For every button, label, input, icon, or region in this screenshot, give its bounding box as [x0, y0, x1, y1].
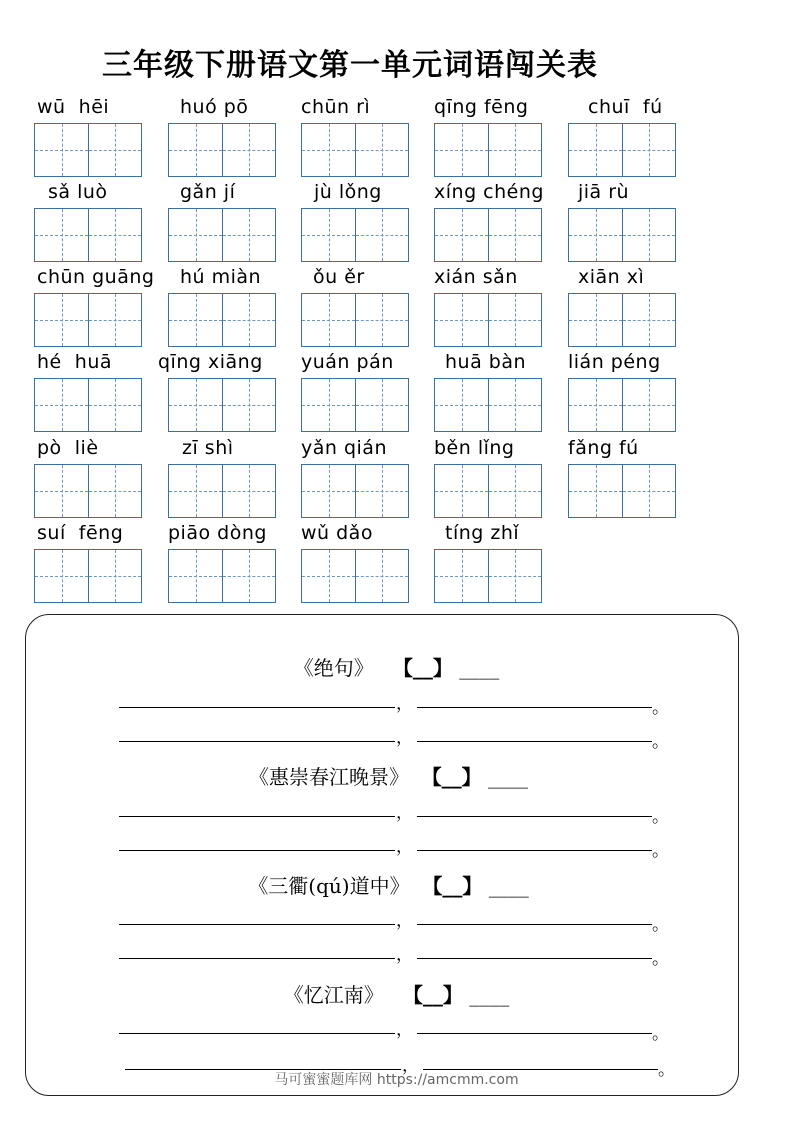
tianzige-box[interactable]: [35, 209, 88, 261]
tianzige-box[interactable]: [622, 209, 675, 261]
tianzige-box[interactable]: [35, 550, 88, 602]
answer-line-right[interactable]: [417, 741, 652, 742]
tianzige-box[interactable]: [488, 124, 541, 176]
tianzige-box[interactable]: [355, 550, 408, 602]
pinyin-label: qīng fēng: [434, 96, 529, 118]
tianzige-boxes: [434, 549, 542, 603]
tianzige-box[interactable]: [622, 294, 675, 346]
period: 。: [652, 949, 669, 969]
tianzige-box[interactable]: [355, 379, 408, 431]
tianzige-box[interactable]: [88, 294, 141, 346]
tianzige-box[interactable]: [435, 550, 488, 602]
tianzige-box[interactable]: [355, 209, 408, 261]
tianzige-boxes: [434, 123, 542, 177]
pinyin-label: chuī fú: [588, 96, 663, 118]
answer-line-right[interactable]: [417, 1033, 652, 1034]
tianzige-boxes: [301, 549, 409, 603]
tianzige-boxes: [168, 293, 276, 347]
tianzige-boxes: [168, 549, 276, 603]
answer-line-left[interactable]: [119, 741, 395, 742]
tianzige-boxes: [301, 464, 409, 518]
tianzige-box[interactable]: [302, 465, 355, 517]
poem-name: 《惠崇春江晚景》: [248, 765, 409, 789]
tianzige-box[interactable]: [435, 209, 488, 261]
answer-line-right[interactable]: [417, 816, 652, 817]
tianzige-box[interactable]: [302, 124, 355, 176]
tianzige-box[interactable]: [222, 465, 275, 517]
tianzige-box[interactable]: [622, 465, 675, 517]
tianzige-box[interactable]: [88, 550, 141, 602]
tianzige-box[interactable]: [169, 550, 222, 602]
tianzige-box[interactable]: [488, 465, 541, 517]
answer-line-left[interactable]: [119, 1033, 395, 1034]
comma: ，: [396, 837, 413, 857]
answer-line-left[interactable]: [119, 707, 395, 708]
pinyin-label: pò liè: [37, 437, 99, 459]
tianzige-boxes: [34, 208, 142, 262]
tianzige-box[interactable]: [569, 124, 622, 176]
poem-panel: [25, 614, 739, 1096]
author-bracket[interactable]: 【__】: [392, 656, 453, 680]
comma: ，: [396, 1020, 413, 1040]
tianzige-box[interactable]: [169, 124, 222, 176]
poem-title-3: [0, 870, 785, 899]
page-title: 三年级下册语文第一单元词语闯关表: [102, 48, 598, 83]
comma: ，: [396, 911, 413, 931]
tianzige-box[interactable]: [35, 294, 88, 346]
tianzige-box[interactable]: [488, 379, 541, 431]
tianzige-box[interactable]: [302, 294, 355, 346]
pinyin-label: ǒu ěr: [313, 266, 365, 288]
comma: ，: [396, 694, 413, 714]
tianzige-boxes: [34, 549, 142, 603]
tianzige-box[interactable]: [435, 124, 488, 176]
tianzige-box[interactable]: [488, 550, 541, 602]
period: 。: [652, 841, 669, 861]
tianzige-box[interactable]: [88, 465, 141, 517]
author-bracket[interactable]: 【__】: [402, 983, 463, 1007]
tianzige-box[interactable]: [488, 294, 541, 346]
pinyin-label: jiā rù: [578, 181, 630, 203]
tianzige-boxes: [568, 378, 676, 432]
period: 。: [652, 915, 669, 935]
tianzige-boxes: [34, 464, 142, 518]
tianzige-boxes: [301, 123, 409, 177]
tianzige-box[interactable]: [435, 379, 488, 431]
dynasty-blank[interactable]: ____: [488, 874, 529, 898]
pinyin-label: yǎn qián: [301, 437, 387, 459]
dynasty-blank[interactable]: ____: [488, 765, 529, 789]
tianzige-boxes: [301, 378, 409, 432]
tianzige-box[interactable]: [222, 294, 275, 346]
tianzige-box[interactable]: [622, 124, 675, 176]
tianzige-box[interactable]: [222, 209, 275, 261]
pinyin-label: běn lǐng: [434, 437, 515, 459]
tianzige-box[interactable]: [88, 124, 141, 176]
pinyin-label: piāo dòng: [168, 522, 267, 544]
poem-name: 《三衢(qú)道中》: [248, 874, 410, 898]
answer-line-right[interactable]: [417, 958, 652, 959]
tianzige-box[interactable]: [35, 379, 88, 431]
tianzige-box[interactable]: [435, 465, 488, 517]
period: 。: [658, 1060, 675, 1080]
poem-name: 《忆江南》: [283, 983, 384, 1007]
period: 。: [652, 698, 669, 718]
tianzige-boxes: [168, 464, 276, 518]
tianzige-boxes: [301, 208, 409, 262]
pinyin-label: chūn rì: [301, 96, 371, 118]
tianzige-box[interactable]: [35, 465, 88, 517]
period: 。: [652, 1024, 669, 1044]
answer-line-right[interactable]: [417, 924, 652, 925]
tianzige-box[interactable]: [569, 379, 622, 431]
tianzige-boxes: [568, 123, 676, 177]
tianzige-box[interactable]: [622, 379, 675, 431]
pinyin-label: gǎn jí: [180, 181, 236, 203]
comma: ，: [396, 945, 413, 965]
pinyin-label: xiān xì: [578, 266, 645, 288]
tianzige-boxes: [568, 208, 676, 262]
answer-line-left[interactable]: [119, 850, 395, 851]
tianzige-box[interactable]: [35, 124, 88, 176]
tianzige-box[interactable]: [569, 294, 622, 346]
tianzige-box[interactable]: [569, 465, 622, 517]
answer-line-right[interactable]: [417, 850, 652, 851]
tianzige-boxes: [301, 293, 409, 347]
watermark: 马可蜜蜜题库网 https://amcmm.com: [274, 1072, 519, 1088]
pinyin-label: chūn guāng: [37, 266, 155, 288]
pinyin-label: hú miàn: [180, 266, 262, 288]
pinyin-label: wū hēi: [37, 96, 110, 118]
tianzige-box[interactable]: [355, 124, 408, 176]
pinyin-label: wǔ dǎo: [301, 522, 373, 544]
tianzige-box[interactable]: [302, 379, 355, 431]
pinyin-label: xián sǎn: [434, 266, 518, 288]
poem-name: 《绝句》: [293, 656, 374, 680]
tianzige-boxes: [434, 208, 542, 262]
dynasty-blank[interactable]: ____: [469, 983, 510, 1007]
tianzige-box[interactable]: [302, 550, 355, 602]
tianzige-box[interactable]: [488, 209, 541, 261]
tianzige-box[interactable]: [169, 209, 222, 261]
author-bracket[interactable]: 【__】: [421, 765, 482, 789]
pinyin-label: fǎng fú: [568, 437, 639, 459]
tianzige-box[interactable]: [222, 124, 275, 176]
answer-line-right[interactable]: [417, 707, 652, 708]
pinyin-label: hé huā: [37, 351, 113, 373]
tianzige-box[interactable]: [169, 379, 222, 431]
answer-line-left[interactable]: [119, 958, 395, 959]
tianzige-boxes: [568, 464, 676, 518]
pinyin-label: suí fēng: [37, 522, 124, 544]
tianzige-box[interactable]: [355, 294, 408, 346]
pinyin-label: lián péng: [568, 351, 661, 373]
tianzige-boxes: [568, 293, 676, 347]
poem-title-1: [0, 652, 793, 681]
comma: ，: [402, 1056, 419, 1076]
dynasty-blank[interactable]: ____: [459, 656, 500, 680]
poem-title-2: [0, 761, 785, 790]
pinyin-label: zī shì: [182, 437, 234, 459]
pinyin-label: qīng xiāng: [158, 351, 263, 373]
tianzige-boxes: [168, 123, 276, 177]
pinyin-label: huó pō: [180, 96, 249, 118]
author-bracket[interactable]: 【__】: [422, 874, 483, 898]
tianzige-box[interactable]: [222, 550, 275, 602]
comma: ，: [396, 728, 413, 748]
tianzige-box[interactable]: [222, 379, 275, 431]
pinyin-label: huā bàn: [445, 351, 527, 373]
tianzige-boxes: [34, 293, 142, 347]
tianzige-boxes: [168, 378, 276, 432]
pinyin-label: yuán pán: [301, 351, 394, 373]
period: 。: [652, 732, 669, 752]
tianzige-box[interactable]: [302, 209, 355, 261]
poem-title-4: [0, 979, 793, 1008]
tianzige-box[interactable]: [169, 465, 222, 517]
pinyin-label: sǎ luò: [48, 181, 108, 203]
tianzige-box[interactable]: [88, 209, 141, 261]
tianzige-box[interactable]: [88, 379, 141, 431]
tianzige-boxes: [34, 378, 142, 432]
pinyin-label: jù lǒng: [314, 181, 382, 203]
comma: ，: [396, 803, 413, 823]
tianzige-box[interactable]: [355, 465, 408, 517]
tianzige-boxes: [434, 464, 542, 518]
tianzige-boxes: [434, 293, 542, 347]
tianzige-box[interactable]: [169, 294, 222, 346]
tianzige-box[interactable]: [435, 294, 488, 346]
tianzige-boxes: [34, 123, 142, 177]
tianzige-boxes: [168, 208, 276, 262]
pinyin-label: xíng chéng: [434, 181, 544, 203]
answer-line-left[interactable]: [119, 924, 395, 925]
answer-line-left[interactable]: [119, 816, 395, 817]
tianzige-box[interactable]: [569, 209, 622, 261]
period: 。: [652, 807, 669, 827]
pinyin-label: tíng zhǐ: [445, 522, 520, 544]
tianzige-boxes: [434, 378, 542, 432]
